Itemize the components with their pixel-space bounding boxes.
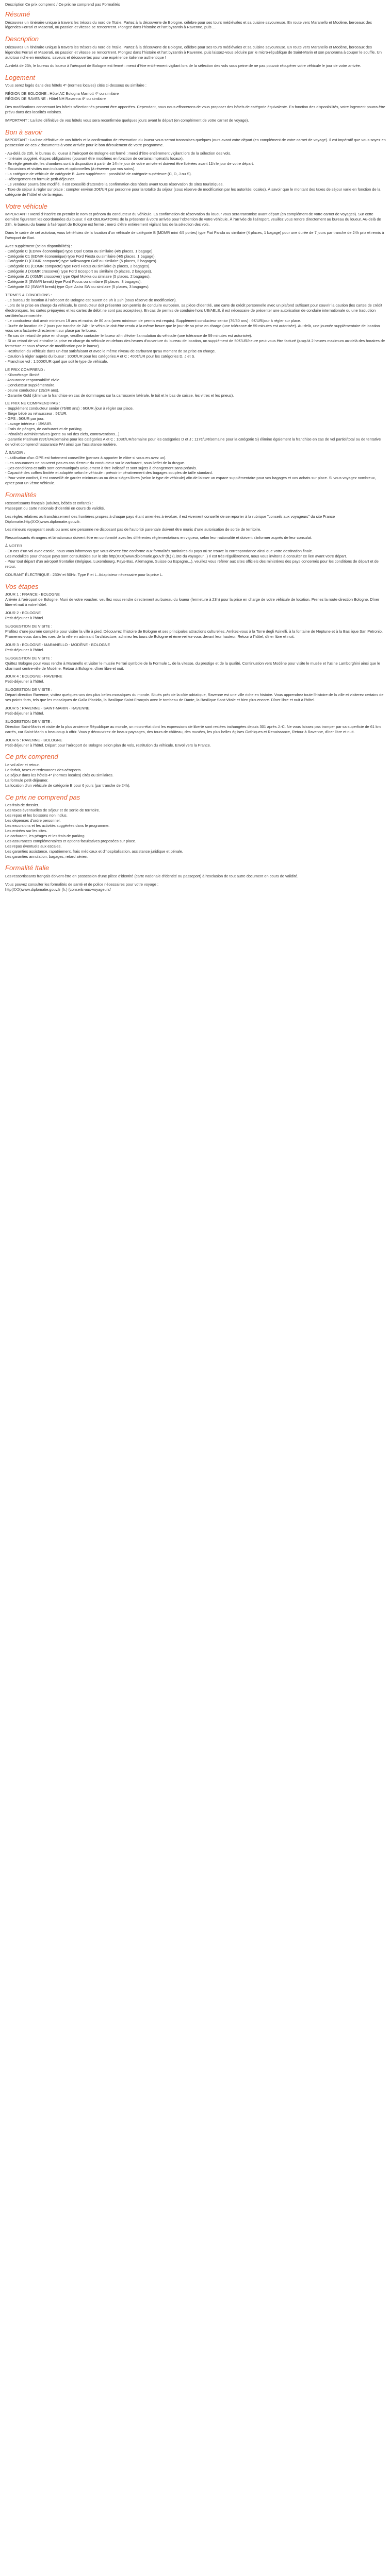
section-paragraph: Au-delà de 23h, le bureau du loueur à l'aéroport de Bologne est fermé : merci d'être entièrement vigilant lors de la sélection des vols sous peine de ne pas pouvoir récupérer votre véhicule le jour de votre arrivée.: [5, 63, 361, 68]
section-paragraph: JOUR 5 : RAVENNE - SAINT-MARIN - RAVENNE Petit-déjeuner à l'hôtel.: [5, 706, 90, 716]
section-paragraph: Des modifications concernant les hôtels sélectionnés peuvent être apportées. Cependant, nous nous efforcerons de vous proposer des hôtels de catégorie équivalente. En fonction des disponibilités, votre logement pourra être prévu dans des localités voisines.: [5, 105, 386, 114]
section-paragraph: JOUR 2 : BOLOGNE Petit-déjeuner à l'hôtel.: [5, 611, 44, 621]
section-paragraph: Découvrez un itinéraire unique à travers les trésors du nord de l'Italie. Partez à la découverte de Bologne, célèbre pour ses tours médiévales et sa cuisine savoureuse. En route vers Maranello et Modène, berceaux des légendes Ferrari et Maserati, où passion et vitesse se rencontrent. Plongez dans l'histoire et l'art byzantin à Ravenne, puis laissez-vous séduire par le micro-république de Saint-Marin et son panorama à couper le souffle. Un autotour riche en émotions, saveurs et découvertes pour une expérience italienne authentique !: [5, 44, 383, 60]
section-formalite-italie: [5, 864, 386, 892]
section-logement: [5, 74, 386, 123]
section-paragraph: TERMES & CONDITIONS : - Le bureau de location à l'aéroport de Bologne est ouvert de 8h à 23h (sous réserve de modification). - Lors de la prise en charge du véhicule, le conducteur doit présenter son permis de conduire européen, sa pièce d'identité, une carte de crédit personnelle avec un plafond suffisant pour couvrir la caution (les cartes de crédit électroniques, les cartes prépayées et les cartes de débit ne sont pas acceptées). En cas de permis de conduire hors UE/AELE, il est nécessaire de présenter une autorisation de conduire internationale ou une traduction certifiée/assermentée. - Le conducteur doit avoir minimum 19 ans et moins de 80 ans (avec minimum de permis est requis). Supplément conducteur senior (76/80 ans) : 6€/UR/jour à régler sur place. - Durée de location de 7 jours par tranche de 24h : le véhicule doit être rendu à la même heure que le jour de sa prise en charge (une tolérance de 59 minutes est autorisée). Au-delà, une journée supplémentaire de location vous sera facturée directement sur place par le loueur. - En cas de retard de prise en charge, veuillez contacter le loueur afin d'éviter l'annulation du véhicule (une tolérance de 59 minutes est autorisée). - Si un retard de vol entraîne la prise en charge du véhicule en dehors des heures d'ouverture du bureau de location, un supplément de 50€/UR/heure peut vous être facturé (jusqu'à 2 heures maximum au-delà des horaires de fermeture et sous réserve de modification par le loueur). - Restitution du véhicule dans un état satisfaisant et avec le même niveau de carburant qu'au moment de sa prise en charge. - Caution à régler auprès du loueur : 300€/UR pour les catégories A et C ; 400€/UR pour les catégories D, J et S. - Franchise vol : 1.500€/UR quel que soit le type de véhicule.: [5, 293, 385, 364]
section-paragraph: IMPORTANT : La liste définitive de vos hôtels vous sera reconfirmée quelques jours avant le départ (en complément de votre carnet de voyage).: [5, 117, 249, 123]
section-paragraph: IMPORTANT : La liste définitive de vos hôtels et la confirmation de réservation du loueur vous seront transmises quelques jours avant votre départ (en complément de votre carnet de voyage). Il est impératif que vous soyez en possession de ces 2 documents à votre arrivée pour le bon déroulement de votre programme.: [5, 138, 387, 148]
section-paragraph: JOUR 4 : BOLOGNE - RAVENNE Petit-déjeuner à l'hôtel.: [5, 674, 62, 684]
section-paragraph: COURANT ÉLECTRIQUE : 230V et 50Hz. Type F et L. Adaptateur nécessaire pour la prise L.: [5, 572, 164, 577]
section-ce-prix-comprend: [5, 753, 386, 788]
section-title: Logement: [5, 73, 35, 81]
section-paragraph: SUGGESTION DE VISITE : Quittez Bologne pour vous rendre à Maranello et visiter le musée Ferrari symbole de la Formule 1, de la vitesse, du prestige et de la qualité. Continuation vers Modène pour visite le musée et l'usine Lamborghini ainsi que le charmant centre-ville de Modène. Retour à Bologne, dîner libre et nuit.: [5, 655, 380, 671]
section-paragraph: JOUR 1 : FRANCE - BOLOGNE Arrivée à l'aéroport de Bologne. Muni de votre voucher, veuillez vous rendre directement au bureau du loueur (fermeture à 23h) pour la prise en charge de votre véhicule de location. Prenez la route direction Bologne. Dîner libre et nuit à votre hôtel.: [5, 592, 380, 607]
section-votre-vehicule: [5, 202, 386, 486]
section-paragraph: - Au-delà de 23h, le bureau du loueur à l'aéroport de Bologne est fermé : merci d'être entièrement vigilant lors de la sélection des vols. - Itinéraire suggéré, étapes obligatoires (pouvant être modifiées en fonction de certains impératifs locaux). - En règle générale, les chambres sont à disposition à partir de 14h le jour de votre arrivée et doivent être libérées avant 11h le jour de votre départ. - Excursions et visites non incluses et optionnelles (à réserver par vos soins). - La catégorie de véhicule de catégorie B. Avec supplément : possibilité de catégorie supérieure (C, D, J ou S). - Hébergement en formule petit-déjeuner. - Le vendeur pourra être modifié. Il est conseillé d'attendre la confirmation des hôtels avant toute réservation de sites touristiques. - Taxe de séjour à régler sur place : compter environ 20€/UR par personne pour la totalité du séjour (sous réserve de modification par les autorités locales). À savoir que le montant des taxes de séjour varie en fonction de la catégorie de l'hôtel et de la région.: [5, 151, 381, 197]
section-vos-etapes: [5, 583, 386, 748]
section-formalites: [5, 491, 386, 578]
section-paragraph: Ressortissants français (adultes, bébés et enfants) : Passeport ou carte nationale d'identité en cours de validité.: [5, 500, 105, 511]
section-paragraph: Vous pouvez consulter les formalités de santé et de police nécessaires pour votre voyage : http(XXX)www.diplomatie.gouv.fr (fr.) (conseils-aux-voyageurs/: [5, 882, 159, 892]
section-title: Votre véhicule: [5, 202, 47, 210]
section-paragraph: Les règles relatives au franchissement des frontières propres à chaque pays étant amenées à évoluer, il est vivement conseillé de se reporter à la rubrique "conseils aux voyageurs" du site France Diplomatie.http(XXX)www.diplomatie.gouv.fr.: [5, 514, 336, 524]
section-paragraph: JOUR 3 : BOLOGNE - MARANELLO - MODÈNE - BOLOGNE Petit-déjeuner à l'hôtel.: [5, 642, 110, 652]
page: [0, 0, 391, 892]
section-paragraph: SUGGESTION DE VISITE : Direction Saint-Marin et visite de la plus ancienne République au monde, un micro-état dont les expressions de liberté sont restées inchangées depuis 301 après J.-C. Ne vous laissez pas tromper par sa superficie de 61 km carrés, car Saint-Marin a beaucoup à offrir. Vous y découvrirez de beaux paysages, des tours de château, des musées, les plus belles églises Gothiques et Renaissance, Retour à Ravenne, dîner libre et nuit.: [5, 719, 381, 734]
section-title: Formalité Italie: [5, 864, 50, 872]
section-paragraph: Ressortissants étrangers et binationaux doivent être en conformité avec les différentes réglementations en vigueur, selon leur nationalité et doivent s'informer auprès de leur consulat.: [5, 535, 312, 540]
section-description: [5, 35, 386, 68]
section-paragraph: RÉGION DE BOLOGNE : Hôtel AC Bologna Marriott 4* ou similaire RÉGION DE RAVENNE : Hôtel NH Ravenna 4* ou similaire: [5, 91, 119, 101]
section-paragraph: SUGGESTION DE VISITE : Profitez d'une journée complète pour visiter la ville à pied. Découvrez l'histoire de Bologne et ses principales attractions culturelles. Arrêtez-vous à la Torre degli Asinelli, à la fontaine de Neptune et à la Basilique San Petronio. Promenez-vous dans les rues de la ville en admirant l'architecture, admirez les tours de Bologne et émerveillez-vous devant leur hauteur. Retour à l'hôtel, dîner libre et nuit.: [5, 624, 383, 639]
section-title: Formalités: [5, 491, 37, 499]
section-ce-prix-ne-comprend-pas: [5, 793, 386, 859]
section-title: Ce prix comprend: [5, 753, 58, 761]
section-paragraph: Avec supplément (selon disponibilités) : - Catégorie C (EDMR économique) type Opel Corsa ou similaire (4/5 places, 1 bagage). - Catégorie C1 (EDMR économique) type Ford Fiesta ou similaire (4/5 places, 1 bagage). - Catégorie D (CDMR compacte) type Volkswagen Golf ou similaire (5 places, 2 bagages). - Catégorie D1 (CDMR compacte) type Ford Focus ou similaire (5 places, 2 bagages). - Catégorie J (XGMR crossover) type Ford Ecosport ou similaire (5 places, 2 bagages). - Catégorie J1 (XGMR crossover) type Opel Mokka ou similaire (5 places, 2 bagages). - Catégorie S (SWMR break) type Ford Focus ou similaire (5 places, 3 bagages). - Catégorie S2 (SWMR break) type Opel Astra SW ou similaire (5 places, 3 bagages).: [5, 243, 157, 290]
section-title: Bon à savoir: [5, 128, 43, 136]
section-title: Description: [5, 35, 39, 43]
section-title: Vos étapes: [5, 582, 39, 590]
section-paragraph: Découvrez un itinéraire unique à travers les trésors du nord de l'Italie. Partez à la découverte de Bologne, célèbre pour ses tours médiévales et sa cuisine savoureuse. En route vers Maranello et Modène, berceaux des légendes Ferrari et Maserati, où passion et vitesse se rencontrent. Plongez dans l'histoire et l'art byzantin à Ravenne, puis ...: [5, 20, 373, 30]
section-paragraph: SUGGESTION DE VISITE : Départ direction Ravenne, visitez quelques-uns des plus belles mosaïques du monde. Situés près de la côte adriatique, Ravenne est une ville riche en histoire. Vous apprendrez toute l'histoire de la ville et visiterez certains de ses points forts, tels que les mosaïques de Galla Placidia, la Basilique Saint-François avec le tombeau de Dante, la Basilique Sant-Vitale et bien plus encore. Dîner libre et nuit à l'hôtel.: [5, 687, 384, 703]
section-paragraph: Dans le cadre de cet autotour, vous bénéficiez de la location d'un véhicule de catégorie B (MDMR mini 4/5 portes) type Fiat Panda ou similaire (4 places, 1 bagage) pour une durée de 7 jours par tranche de 24h prix et remis à l'aéroport de Bari.: [5, 230, 385, 240]
section-paragraph: LE PRIX COMPREND : - Kilométrage illimité. - Assurance responsabilité civile. - Conducteur supplémentaire. - Jeune conducteur (19/24 ans). - Garantie Gold (diminue la franchise en cas de dommages sur la carrosserie latérale, le toit et le bas de caisse, les vitres et les pneus).: [5, 367, 234, 398]
section-paragraph: À SAVOIR : - L'utilisation d'un GPS est fortement conseillée (pensez à apporter le vôtre si vous en avez un). - Les assurances ne couvrent pas en cas d'erreur du conducteur sur le carburant, sous l'effet de la drogue. - Ces conditions et tarifs sont communiqués uniquement à titre indicatif et sont sujets à changement sans préavis. - Capacité des coffres limitée et adaptée selon le véhicule : prévoir impérativement des bagages souples de taille standard. - Pour votre confort, il est conseillé de garder minimum un ou deux sièges libres (selon le type de véhicule) afin de laisser un espace supplémentaire pour vos bagages et vos achats sur place. Si vous voyagez nombreux, optez pour un 2ème véhicule.: [5, 450, 376, 486]
section-paragraph: Vous serez logés dans des hôtels 4* (normes locales) cités ci-dessous ou similaire :: [5, 83, 146, 88]
section-resume: [5, 10, 386, 30]
breadcrumb: Description Ce prix comprend / Ce prix ne comprend pas Formalités: [5, 2, 120, 7]
section-paragraph: LE PRIX NE COMPREND PAS : - Supplément conducteur senior (76/80 ans) : 6€/UR /jour à régler sur place. - Siège bébé ou rehausseur : 5€/UR. - GPS : 5€/UR par jour. - Lavage intérieur : 15€/UR. - Frais de péages, de carburant et de parking. - Pénalités administratives (perte ou vol des clefs, contraventions...). - Garantie Platinum (99€/UR/semaine pour les catégories A et C ; 108€/UR/semaine pour les catégories D et J ; 117€/UR/semaine pour la catégorie S) élimine également la franchise en cas de vol partiel/total ou de tentative de vol et comprend l'assurance PAI ainsi que l'assistance routière.: [5, 401, 381, 447]
section-paragraph: Les ressortissants français doivent être en possession d'une pièce d'identité (carte nationale d'identité ou passeport) à l'exclusion de tout autre document en cours de validité.: [5, 874, 299, 879]
section-paragraph: Les frais de dossier. Les taxes éventuelles de séjour et de sortie de territoire. Les repas et les boissons non inclus. Les dépenses d'ordre personnel. Les excursions et les activités suggérées dans le programme. Les entrées sur les sites. Le carburant, les péages et les frais de parking. Les assurances complémentaires et options facultatives proposées sur place. Les repas éventuels aux escales. Les garanties assistance, rapatriement, frais médicaux et d'hospitalisation, assistance juridique et pénale. Les garanties annulation, bagages, retard aérien.: [5, 803, 183, 859]
section-paragraph: IMPORTANT ! Merci d'inscrire en premier le nom et prénom du conducteur du véhicule. La confirmation de réservation du loueur vous sera transmise avant départ (en complément de votre carnet de voyages). Sur cette dernière figureront les coordonnées du loueur. Il est OBLIGATOIRE de la présenter à votre arrivée pour l'obtention de votre véhicule. À l'arrivée de l'aéroport, veuillez vous rendre directement au bureau du loueur. Au-delà de 23h, le bureau du loueur à l'aéroport de Bologne est fermé : merci d'être entièrement vigilant lors de la sélection des vols.: [5, 212, 382, 227]
section-bon-a-savoir: [5, 128, 386, 197]
section-paragraph: À NOTER - En cas d'un vol avec escale, nous vous informons que vous devrez être conforme aux formalités sanitaires du pays où se trouve la correspondance ainsi que votre destination finale. Les modalités pour chaque pays sont consultables sur le site http(XXX)www.diplomatie.gouv.fr (fr.) (Liste du voyageur...) Il est très régulièrement, nous vous invitons à consulter ce lien avant votre départ. - Pour tout départ d'un aéroport frontalier (Belgique, Luxembourg, Pays-Bas, Allemagne, Suisse ou Espagne...), veuillez vous référer aux sites officiels des ministères des pays concernés pour les conditions de départ et de retour.: [5, 544, 379, 569]
section-paragraph: JOUR 6 : RAVENNE - BOLOGNE Petit-déjeuner à l'hôtel. Départ pour l'aéroport de Bologne selon plan de vols, restitution du véhicule. Envol vers la France.: [5, 737, 211, 748]
section-title: Résumé: [5, 10, 30, 18]
sections-container: [5, 10, 386, 892]
section-title: Ce prix ne comprend pas: [5, 793, 80, 801]
section-paragraph: Les mineurs voyageant seuls ou avec une personne ne disposant pas de l'autorité parentale doivent être munis d'une autorisation de sortie de territoire.: [5, 527, 262, 532]
section-paragraph: Le vol aller et retour. Le forfait, taxes et redevances des aéroports. Le séjour dans les hôtels 4* (normes locales) cités ou similaires. La formule petit-déjeuner. La location d'un véhicule de catégorie B pour 6 jours (par tranche de 24h).: [5, 762, 131, 788]
